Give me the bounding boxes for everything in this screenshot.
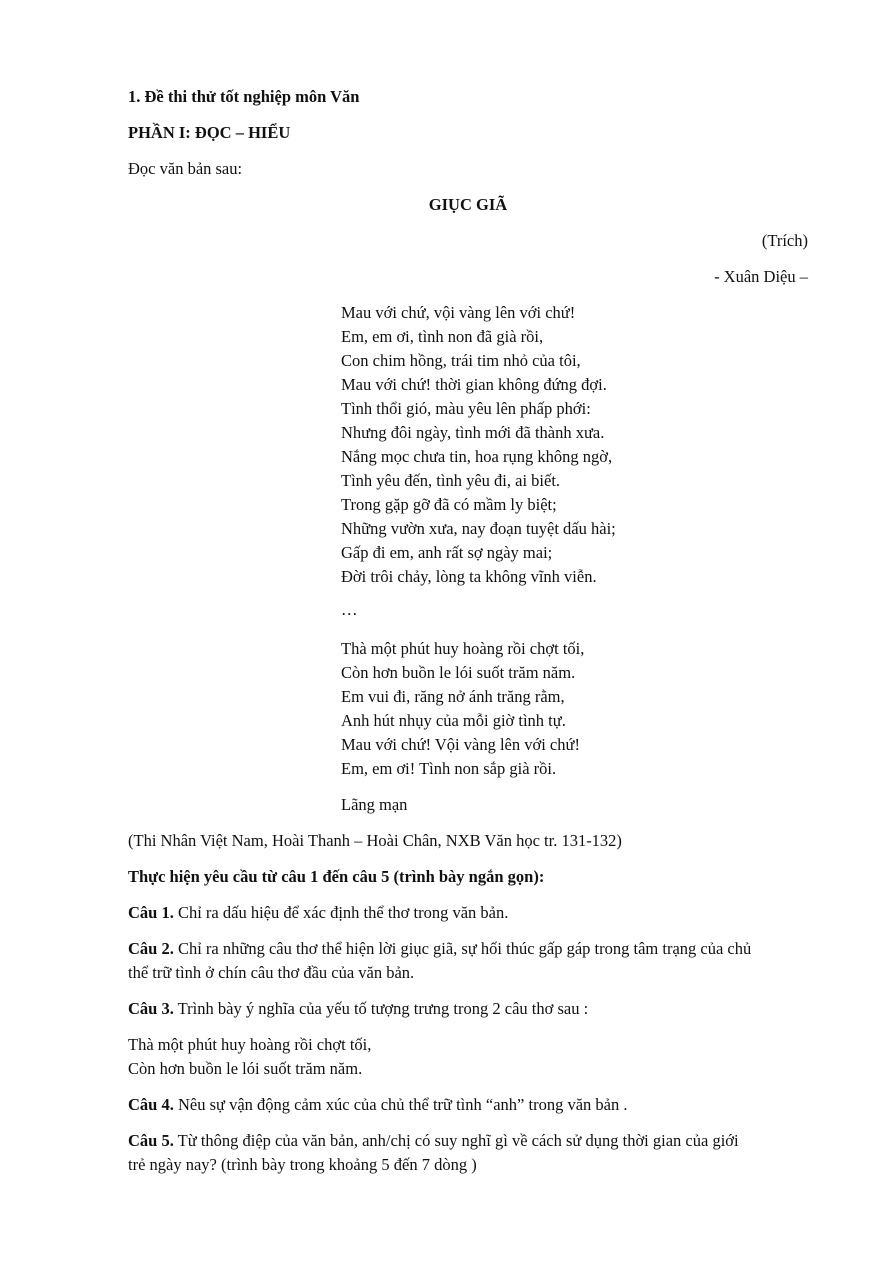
question-text: Nêu sự vận động cảm xúc của chủ thể trữ tình “anh” trong văn bản .: [173, 1095, 628, 1114]
poem-line: Em, em ơi! Tình non sắp già rồi.: [341, 759, 557, 778]
exam-title: 1. Đề thi thử tốt nghiệp môn Văn: [128, 87, 360, 106]
question-label: Câu 3.: [128, 999, 174, 1018]
question-2-continuation: thể trữ tình ở chín câu thơ đầu của văn bản.: [128, 963, 415, 982]
question-label: Câu 5.: [128, 1131, 174, 1150]
poem-line: Tình thổi gió, màu yêu lên phấp phới:: [341, 399, 591, 418]
question-3: [128, 1001, 588, 1018]
poem-line: Em, em ơi, tình non đã già rồi,: [341, 327, 544, 346]
question-label: Câu 1.: [128, 903, 174, 922]
part-title: PHẦN I: ĐỌC – HIỂU: [128, 123, 291, 142]
poem-line: Nhưng đôi ngày, tình mới đã thành xưa.: [341, 423, 605, 442]
question-text: Từ thông điệp của văn bản, anh/chị có suy nghĩ gì về cách sử dụng thời gian của giới: [173, 1131, 739, 1150]
question-1: [128, 905, 508, 922]
question-label: Câu 2.: [128, 939, 174, 958]
poem-line: Con chim hồng, trái tim nhỏ của tôi,: [341, 351, 581, 370]
question-text: Chỉ ra dấu hiệu để xác định thể thơ trong văn bản.: [173, 903, 509, 922]
poem-author: - Xuân Diệu –: [714, 267, 808, 286]
poem-line: Những vườn xưa, nay đoạn tuyệt dấu hài;: [341, 519, 616, 538]
questions-instruction: Thực hiện yêu cầu từ câu 1 đến câu 5 (trình bày ngắn gọn):: [128, 867, 545, 886]
quoted-verse-line: Thà một phút huy hoàng rồi chợt tối,: [128, 1035, 372, 1054]
poem-source: (Thi Nhân Việt Nam, Hoài Thanh – Hoài Chân, NXB Văn học tr. 131-132): [128, 831, 622, 850]
poem-collection: Lãng mạn: [341, 795, 408, 814]
poem-ellipsis: …: [341, 600, 358, 619]
poem-line: Còn hơn buồn le lói suốt trăm năm.: [341, 663, 576, 682]
poem-line: Em vui đi, răng nở ánh trăng rằm,: [341, 687, 565, 706]
poem-title: GIỤC GIÃ: [428, 195, 508, 214]
question-5: [128, 1133, 739, 1150]
quoted-verse-line: Còn hơn buồn le lói suốt trăm năm.: [128, 1059, 363, 1078]
poem-line: Mau với chứ! Vội vàng lên với chứ!: [341, 735, 580, 754]
poem-line: Mau với chứ, vội vàng lên với chứ!: [341, 303, 576, 322]
question-text: Trình bày ý nghĩa của yếu tố tượng trưng trong 2 câu thơ sau :: [173, 999, 589, 1018]
poem-line: Anh hút nhụy của mỗi giờ tình tự.: [341, 711, 566, 730]
poem-line: Mau với chứ! thời gian không đứng đợi.: [341, 375, 607, 394]
question-text: Chỉ ra những câu thơ thể hiện lời giục giã, sự hối thúc gấp gáp trong tâm trạng của chủ: [173, 939, 752, 958]
question-label: Câu 4.: [128, 1095, 174, 1114]
question-2: [128, 941, 751, 958]
poem-line: Tình yêu đến, tình yêu đi, ai biết.: [341, 471, 561, 490]
reading-instruction: Đọc văn bản sau:: [128, 159, 243, 178]
question-5-continuation: trẻ ngày nay? (trình bày trong khoảng 5 đến 7 dòng ): [128, 1155, 477, 1174]
poem-line: Thà một phút huy hoàng rồi chợt tối,: [341, 639, 585, 658]
question-4: [128, 1097, 627, 1114]
poem-line: Đời trôi chảy, lòng ta không vĩnh viễn.: [341, 567, 597, 586]
poem-line: Nắng mọc chưa tin, hoa rụng không ngờ,: [341, 447, 613, 466]
poem-line: Gấp đi em, anh rất sợ ngày mai;: [341, 543, 553, 562]
excerpt-note: (Trích): [761, 231, 808, 250]
poem-line: Trong gặp gỡ đã có mầm ly biệt;: [341, 495, 557, 514]
